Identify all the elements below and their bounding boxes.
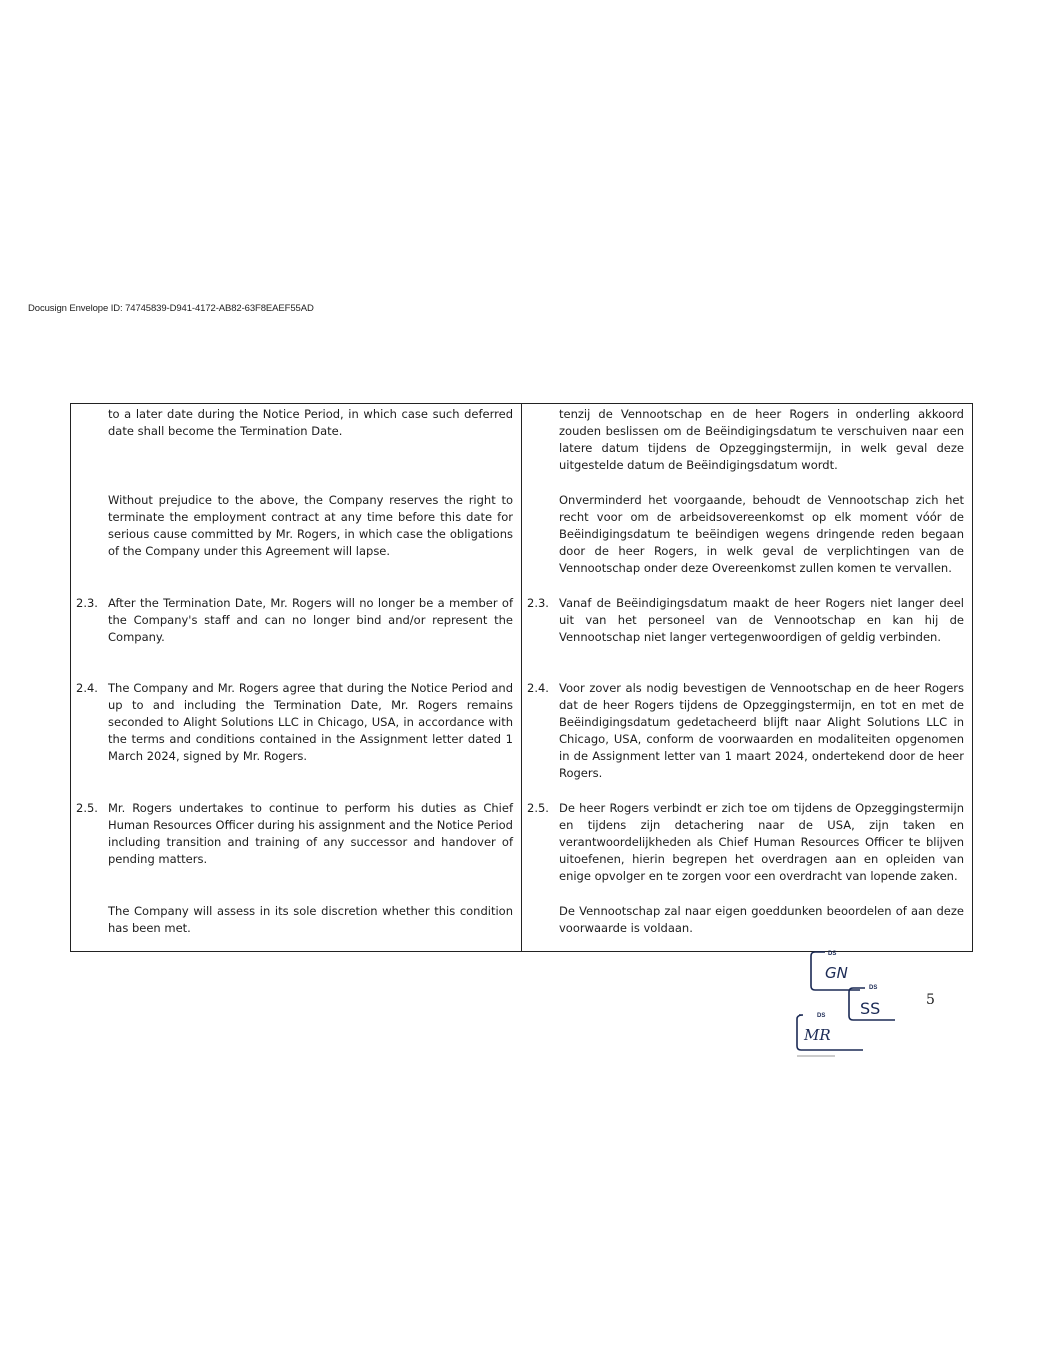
table-row	[71, 490, 973, 593]
clause-number: 2.4.	[527, 681, 549, 695]
initials-box-gn	[811, 951, 860, 990]
clause-number: 2.5.	[76, 801, 98, 815]
english-cell	[71, 593, 522, 678]
english-cell	[71, 678, 522, 798]
english-cell	[71, 798, 522, 901]
table-row	[71, 678, 973, 798]
table-row	[71, 798, 973, 901]
clause-text-nl: Voor zover als nodig bevestigen de Vennootschap en de heer Rogers dat de heer Rogers tijdens de Opzeggingstermijn, en tot en met de Beëindigingsdatum gedetacheerd blijft naar Alight Solutions LLC in Chicago, USA, conform de voorwaarden en modaliteiten opgenomen in de Assignment letter van 1 maart 2024, ondertekend door de heer Rogers.	[559, 681, 964, 780]
dutch-cell	[522, 404, 973, 491]
clause-text-nl: Vanaf de Beëindigingsdatum maakt de heer Rogers niet langer deel uit van het personeel van de Vennootschap en kan hij de Vennootschap niet langer vertegenwoordigen of geldig verbinden.	[559, 596, 964, 644]
clause-number	[71, 903, 108, 937]
english-cell	[71, 490, 522, 593]
table-row	[71, 593, 973, 678]
clause-number	[522, 492, 559, 577]
clause-text-en: The Company will assess in its sole discretion whether this condition has been met.	[108, 904, 513, 935]
clause-number: 2.3.	[527, 596, 549, 610]
clause-number	[71, 492, 108, 560]
ds-tag: DS	[869, 985, 878, 991]
initials-gn: GN	[825, 964, 848, 982]
clause-text-nl: De Vennootschap zal naar eigen goeddunken beoordelen of aan deze voorwaarde is voldaan.	[559, 904, 964, 935]
clause-text-en: to a later date during the Notice Period, in which case such deferred date shall become the Termination Date.	[108, 407, 513, 438]
clause-number: 2.3.	[76, 596, 98, 610]
clause-number: 2.4.	[76, 681, 98, 695]
clause-number	[522, 406, 559, 474]
dutch-cell	[522, 678, 973, 798]
page-number: 5	[926, 992, 935, 1008]
table-row	[71, 901, 973, 952]
clause-text-nl: De heer Rogers verbindt er zich toe om tijdens de Opzeggingstermijn en tijdens zijn detachering naar de USA, zijn taken en verantwoordelijkheden als Chief Human Resources Officer te blijven uitoefenen, hierin begrepen het overdragen aan en opleiden van enige opvolger en te zorgen voor een overdracht van lopende zaken.	[559, 801, 964, 883]
clause-text-nl: Onverminderd het voorgaande, behoudt de Vennootschap zich het recht voor om de arbeidsovereenkomst op elk moment vóór de Beëindigingsdatum te beëindigen wegens dringende reden begaan door de heer Rogers, in welk geval de verplichtingen van de Vennootschap onder deze Overeenkomst zullen komen te vervallen.	[559, 493, 964, 575]
dutch-cell	[522, 798, 973, 901]
docusign-envelope-id: Docusign Envelope ID: 74745839-D941-4172-AB82-63F8EAEF55AD	[28, 303, 314, 314]
dutch-cell	[522, 490, 973, 593]
english-cell	[71, 404, 522, 491]
clause-text-en: After the Termination Date, Mr. Rogers will no longer be a member of the Company's staff and can no longer bind and/or represent the Company.	[108, 596, 513, 644]
clause-text-nl: tenzij de Vennootschap en de heer Rogers in onderling akkoord zouden beslissen om de Beëindigingsdatum te verschuiven naar een latere datum tijdens de Opzeggingstermijn, in welk geval deze uitgestelde datum de Beëindigingsdatum wordt.	[559, 407, 964, 472]
clause-number	[522, 903, 559, 937]
clause-text-en: Without prejudice to the above, the Company reserves the right to terminate the employment contract at any time before this date for serious cause committed by Mr. Rogers, in which case the obligations of the Company under this Agreement will lapse.	[108, 493, 513, 558]
clause-number	[71, 406, 108, 440]
docusign-initials-stamps	[785, 948, 895, 1058]
dutch-cell	[522, 593, 973, 678]
clause-text-en: The Company and Mr. Rogers agree that during the Notice Period and up to and including the Termination Date, Mr. Rogers remains seconded to Alight Solutions LLC in Chicago, USA, in accordance with the terms and conditions contained in the Assignment letter dated 1 March 2024, signed by Mr. Rogers.	[108, 681, 513, 763]
table-row	[71, 404, 973, 491]
clause-text-en: Mr. Rogers undertakes to continue to perform his duties as Chief Human Resources Officer during his assignment and the Notice Period including transition and training of any successor and handover of pending matters.	[108, 801, 513, 866]
dutch-cell	[522, 901, 973, 952]
bilingual-contract-table	[70, 403, 973, 952]
initials-mr: MR	[804, 1026, 831, 1044]
ds-tag: DS	[828, 951, 837, 957]
initials-ss: SS	[860, 999, 881, 1018]
english-cell	[71, 901, 522, 952]
ds-tag: DS	[817, 1013, 826, 1019]
clause-number: 2.5.	[527, 801, 549, 815]
